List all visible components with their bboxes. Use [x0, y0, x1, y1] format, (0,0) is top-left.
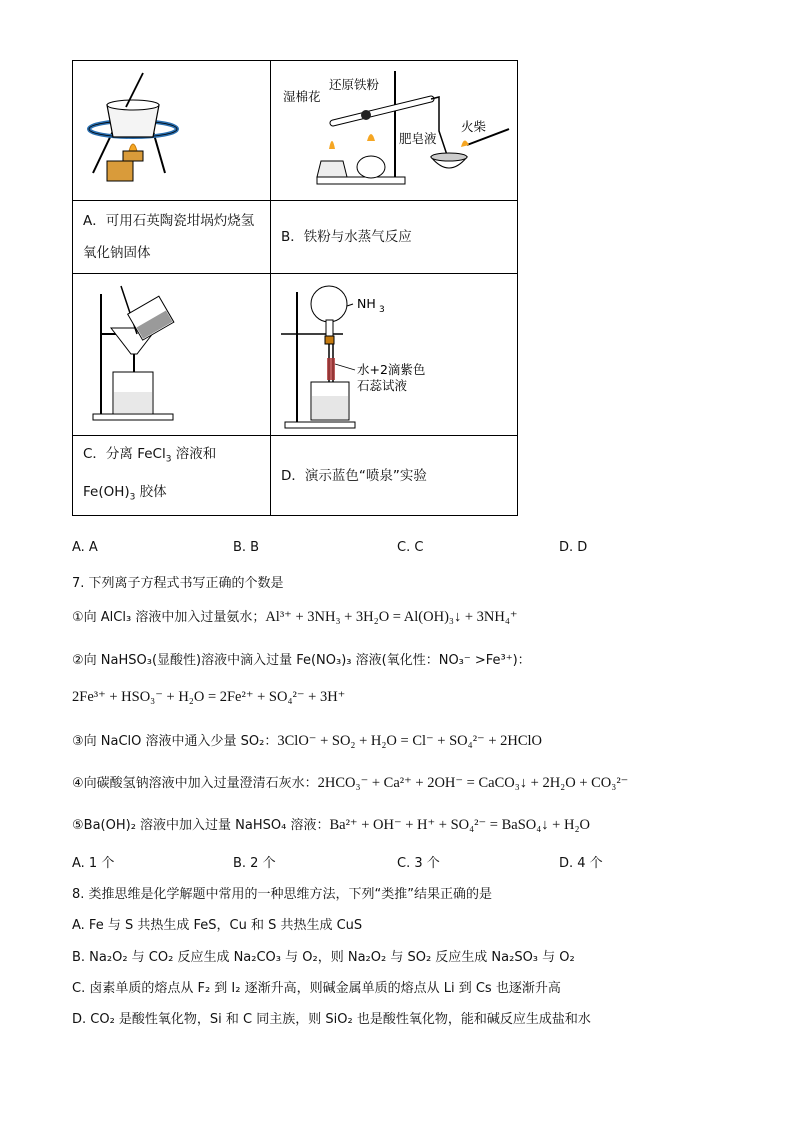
label-iron-powder: 还原铁粉 [329, 77, 380, 92]
label-soap-solution: 肥皂液 [399, 131, 437, 146]
q7-option-a: A. 1 个 [72, 856, 115, 871]
caption-a [73, 201, 271, 274]
figure-c-filtration [73, 274, 271, 436]
q7-item-4-equation: 2HCO₃⁻ + Ca²⁺ + 2OH⁻ = CaCO₃↓ + 2H₂O + CO₃²⁻ [317, 775, 629, 791]
caption-d [271, 436, 518, 516]
q7-item-5: ⑤Ba(OH)₂ 溶液中加入过量 NaHSO₄ 溶液：Ba²⁺ + OH⁻ + H⁺ + SO₄²⁻ = BaSO₄↓ + H₂O [72, 817, 590, 833]
caption-c-line-1: C．分离 FeCl$_3$ 溶液和 [83, 446, 217, 465]
filtration-illustration [73, 274, 270, 431]
q7-item-2-equation: 2Fe³⁺ + HSO₃⁻ + H₂O = 2Fe²⁺ + SO₄²⁻ + 3H⁺ [72, 689, 346, 705]
q7-item-5-equation: Ba²⁺ + OH⁻ + H⁺ + SO₄²⁻ = BaSO₄↓ + H₂O [329, 817, 590, 833]
q6-options [72, 540, 722, 558]
q7-item-1: ①向 AlCl₃ 溶液中加入过量氨水；Al³⁺ + 3NH₃ + 3H₂O = Al(OH)₃↓ + 3NH₄⁺ [72, 609, 518, 625]
q6-option-a: A. A [72, 540, 98, 555]
figure-d-fountain [271, 274, 518, 436]
caption-a-line-1: A．可用石英陶瓷坩埚灼烧氢 [83, 213, 255, 229]
caption-d-text: D．演示蓝色“喷泉”实验 [281, 467, 427, 484]
q7-option-b: B. 2 个 [233, 856, 276, 871]
caption-b [271, 201, 518, 274]
caption-c-line-2: $Fe(OH)_3$ 胶体 [83, 483, 167, 503]
q7-item-2: ②向 NaHSO₃(显酸性)溶液中滴入过量 Fe(NO₃)₃ 溶液(氧化性：NO₃⁻ >Fe³⁺)： [72, 653, 531, 668]
caption-a-line-2: 氧化钠固体 [83, 245, 151, 261]
q7-item-3: ③向 NaClO 溶液中通入少量 SO₂：3ClO⁻ + SO₂ + H₂O = Cl⁻ + SO₄²⁻ + 2HClO [72, 733, 543, 749]
figure-a-crucible [73, 61, 271, 201]
label-wet-cotton: 湿棉花 [283, 89, 321, 104]
q8-option-a: A. Fe 与 S 共热生成 FeS，Cu 和 S 共热生成 CuS [72, 918, 363, 933]
label-water-line-1: 水+2滴紫色 [357, 362, 426, 377]
crucible-burner-illustration [73, 61, 270, 196]
q7-item-1-equation: Al³⁺ + 3NH₃ + 3H₂O = Al(OH)₃↓ + 3NH₄⁺ [265, 609, 518, 625]
q8-stem: 8. 类推思维是化学解题中常用的一种思维方法，下列“类推”结果正确的是 [72, 887, 493, 902]
label-nh3: NH [357, 296, 376, 311]
q6-option-c: C. C [397, 540, 424, 555]
label-match: 火柴 [461, 119, 487, 134]
iron-steam-apparatus-illustration [271, 61, 517, 196]
q7-stem: 7. 下列离子方程式书写正确的个数是 [72, 576, 284, 591]
q7-item-3-equation: 3ClO⁻ + SO₂ + H₂O = Cl⁻ + SO₄²⁻ + 2HClO [277, 733, 543, 749]
q8-option-b: B. Na₂O₂ 与 CO₂ 反应生成 Na₂CO₃ 与 O₂，则 Na₂O₂ 与 SO₂ 反应生成 Na₂SO₃ 与 O₂ [72, 950, 575, 965]
caption-c [73, 436, 271, 516]
q8-option-c: C. 卤素单质的熔点从 F₂ 到 I₂ 逐渐升高，则碱金属单质的熔点从 Li 到 Cs 也逐渐升高 [72, 981, 561, 996]
figure-b-iron-steam [271, 61, 518, 201]
q7-item-4: ④向碳酸氢钠溶液中加入过量澄清石灰水：2HCO₃⁻ + Ca²⁺ + 2OH⁻ = CaCO₃↓ + 2H₂O + CO₃²⁻ [72, 775, 629, 791]
caption-b-text: B．铁粉与水蒸气反应 [281, 229, 412, 245]
fountain-experiment-illustration [271, 274, 517, 431]
label-nh3-sub: 3 [379, 305, 385, 315]
question-6-figure-table [72, 60, 518, 516]
q7-options [72, 852, 722, 870]
q6-option-b: B. B [233, 540, 260, 555]
q6-option-d: D. D [559, 540, 588, 555]
label-water-line-2: 石蕊试液 [357, 378, 408, 393]
q7-option-c: C. 3 个 [397, 856, 440, 871]
q7-option-d: D. 4 个 [559, 856, 603, 871]
q8-option-d: D. CO₂ 是酸性氧化物，Si 和 C 同主族，则 SiO₂ 也是酸性氧化物，能和碱反应生成盐和水 [72, 1012, 591, 1027]
